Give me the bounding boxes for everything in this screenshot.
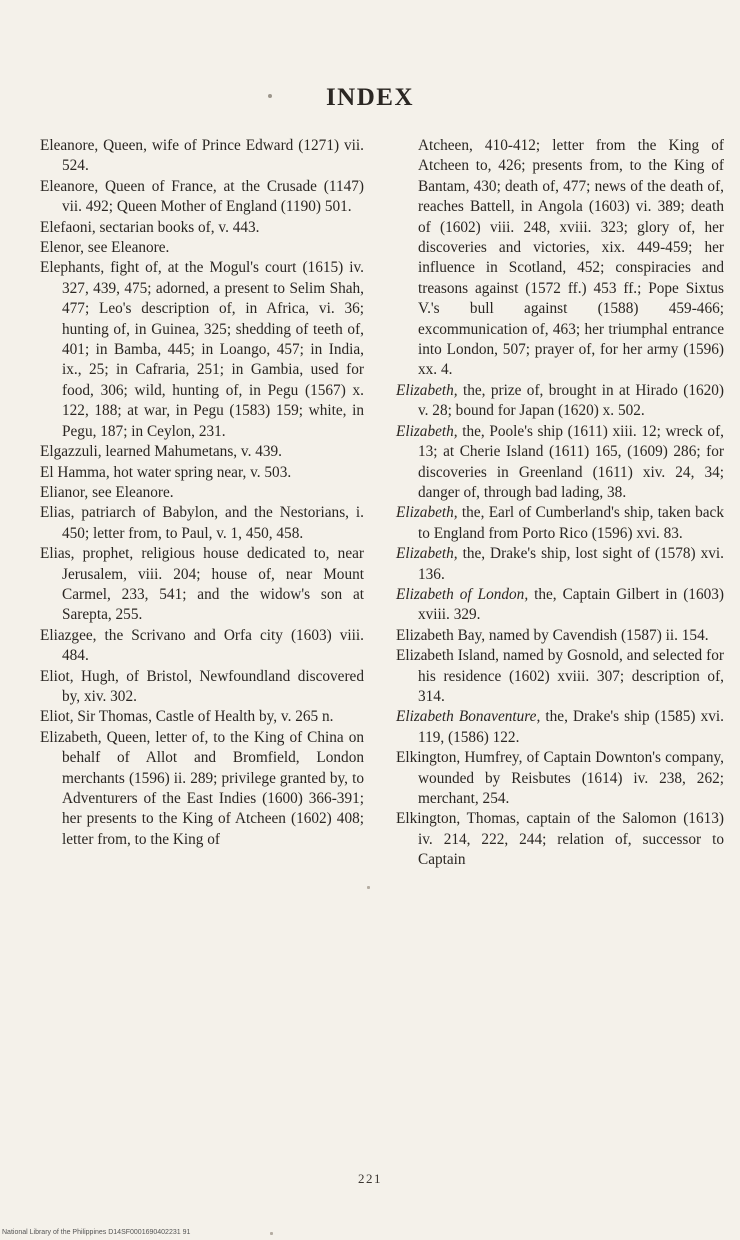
entry-headword: Elephants, <box>40 259 105 277</box>
index-entry <box>40 218 364 238</box>
entry-text: fight of, at the Mogul's court (1615) iv. 327, 439, 475; adorned, a present to Selim Shah, 477; Leo's description of, in Africa, vi. 36; hunting of, in Guinea, 325; shedding of teeth of, 401; in Bamba, 445; in Loango, 457; in India, ix., 25; in Cafraria, 251; in Gambia, used for food, 306; wild, hunting of, in Pegu (1567) x. 122, 188; at war, in Pegu (1583) 159; white, in Pegu, 187; in Ceylon, 231. <box>62 259 364 440</box>
entry-text: letter of, to the King of China on behalf of Allot and Bromfield, London merchants (1596) ii. 289; privilege granted by, to Adventurers of the East Indies (1600) 366-391; her presents to the King of Atcheen (1602) 408; letter from, to the King of <box>62 728 365 848</box>
index-entry <box>396 809 724 870</box>
entry-text: the, prize of, brought in at Hirado (1620) v. 28; bound for Japan (1620) x. 502. <box>418 381 725 420</box>
index-entry <box>40 626 364 667</box>
index-entry <box>40 728 364 850</box>
entry-text: of Captain Downton's company, wounded by Reisbutes (1614) iv. 238, 262; merchant, 254. <box>418 749 725 807</box>
entry-text: named by Cavendish (1587) ii. 154. <box>488 626 709 644</box>
index-entry <box>40 544 364 626</box>
index-entry <box>40 442 364 462</box>
entry-text: the, Drake's ship (1585) xvi. 119, (1586) 122. <box>418 708 724 746</box>
page-title: INDEX <box>325 84 415 111</box>
entry-text: learned Mahumetans, v. 439. <box>105 443 282 461</box>
index-entry <box>396 136 724 381</box>
entry-text: named by Gosnold, and selected for his residence (1602) xviii. 307; description of, 314. <box>418 647 724 705</box>
entry-headword: Elizabeth Island, <box>396 647 499 665</box>
entry-text: captain of the Salomon (1613) iv. 214, 222, 244; relation of, successor to Captain <box>418 810 724 869</box>
index-entry <box>396 381 724 422</box>
index-entry <box>40 136 364 177</box>
entry-headword: Elgazzuli, <box>40 443 102 461</box>
index-entry <box>396 626 724 646</box>
entry-headword: Eliot, Sir Thomas, <box>40 708 152 726</box>
index-entry <box>40 258 364 442</box>
index-entry <box>40 238 364 258</box>
entry-headword: Elefaoni, <box>40 218 96 236</box>
entry-headword: Eliot, Hugh, <box>40 667 119 685</box>
entry-headword: Eleanore, Queen, <box>40 137 147 154</box>
index-entry <box>40 463 364 483</box>
entry-text: wife of Prince Edward (1271) vii. 524. <box>62 137 364 175</box>
entry-text: patriarch of Babylon, and the Nestorians, i. 450; letter from, to Paul, v. 1, 450, 458. <box>62 504 365 542</box>
index-column-right <box>396 136 724 871</box>
entry-text: of Bristol, Newfoundland discovered by, xiv. 302. <box>62 667 364 705</box>
entry-text: the Scrivano and Orfa city (1603) viii. 484. <box>62 626 365 665</box>
entry-headword: Eliazgee, <box>40 626 97 644</box>
index-entry <box>396 544 724 585</box>
index-entry <box>40 503 364 544</box>
entry-text: sectarian books of, v. 443. <box>99 218 260 236</box>
entry-headword: Elizabeth, <box>396 422 458 440</box>
index-entry <box>396 585 724 626</box>
entry-headword: Elenor, <box>40 239 84 257</box>
entry-text: the, Poole's ship (1611) xiii. 12; wreck of, 13; at Cherie Island (1611) 165, (1609) 286; for discoveries in Greenland (1611) xiv. 24, 34; danger of, through bad lading, 38. <box>418 422 724 501</box>
entry-headword: Elias, <box>40 504 75 522</box>
ink-speck <box>367 886 370 889</box>
entry-text: the, Earl of Cumberland's ship, taken back to England from Porto Rico (1596) xvi. 83. <box>418 504 724 542</box>
entry-text: prophet, religious house dedicated to, near Jerusalem, viii. 204; house of, near Mount Carmel, 233, 541; and the widow's son at Sarepta, 255. <box>62 545 365 624</box>
entry-headword: Elizabeth Bonaventure, <box>396 708 541 726</box>
entry-text: Castle of Health by, v. 265 n. <box>155 708 334 726</box>
ink-speck <box>270 1232 273 1235</box>
entry-text: hot water spring near, v. 503. <box>113 463 292 481</box>
index-entry <box>40 483 364 503</box>
index-entry <box>396 707 724 748</box>
entry-headword: Elkington, Humfrey, <box>396 749 523 767</box>
index-column-left <box>40 136 364 850</box>
entry-text: at the Crusade (1147) vii. 492; Queen Mother of England (1190) 501. <box>62 177 364 216</box>
entry-headword: Elizabeth, Queen, <box>40 728 151 746</box>
entry-headword: Elizabeth Bay, <box>396 626 486 644</box>
index-entry <box>396 422 724 504</box>
entry-headword: Elias, <box>40 545 75 563</box>
entry-headword: El Hamma, <box>40 463 110 481</box>
entry-text: see Eleanore. <box>87 239 170 257</box>
entry-headword: Elianor, <box>40 483 89 501</box>
entry-headword: Elkington, Thomas, <box>396 810 520 828</box>
index-entry <box>396 748 724 809</box>
entry-text: Atcheen, 410-412; letter from the King of Atcheen to, 426; presents from, to the King of Bantam, 430; death of, 477; news of the death of, reaches Battell, in Angola (1603) vi. 389; death of (1602) viii. 248, xviii. 323; glory of, her discoveries and victories, xix. 449-459; her influence in Scotland, 452; conspiracies and treasons against (1572 ff.) 453 ff.; Pope Sixtus V.'s bull against (1588) 459-466; excommunication of, 463; her triumphal entrance into London, 507; prayer of, for her army (1596) xx. 4. <box>418 137 724 379</box>
entry-text: the, Captain Gilbert in (1603) xviii. 329. <box>418 585 724 624</box>
entry-text: see Eleanore. <box>92 483 174 501</box>
entry-headword: Elizabeth, <box>396 504 458 522</box>
index-entry <box>396 646 724 707</box>
index-entry <box>396 503 724 544</box>
entry-text: the, Drake's ship, lost sight of (1578) xvi. 136. <box>418 545 724 583</box>
entry-headword: Elizabeth, <box>396 381 458 399</box>
scan-footer: National Library of the Philippines D14SF0001690402231 91 <box>2 1229 191 1236</box>
entry-headword: Elizabeth, <box>396 545 458 563</box>
index-entry <box>40 177 364 218</box>
index-entry <box>40 667 364 708</box>
index-entry <box>40 707 364 727</box>
page-number: 221 <box>358 1171 382 1186</box>
entry-headword: Eleanore, Queen of France, <box>40 177 217 195</box>
entry-headword: Elizabeth of London, <box>396 585 529 603</box>
